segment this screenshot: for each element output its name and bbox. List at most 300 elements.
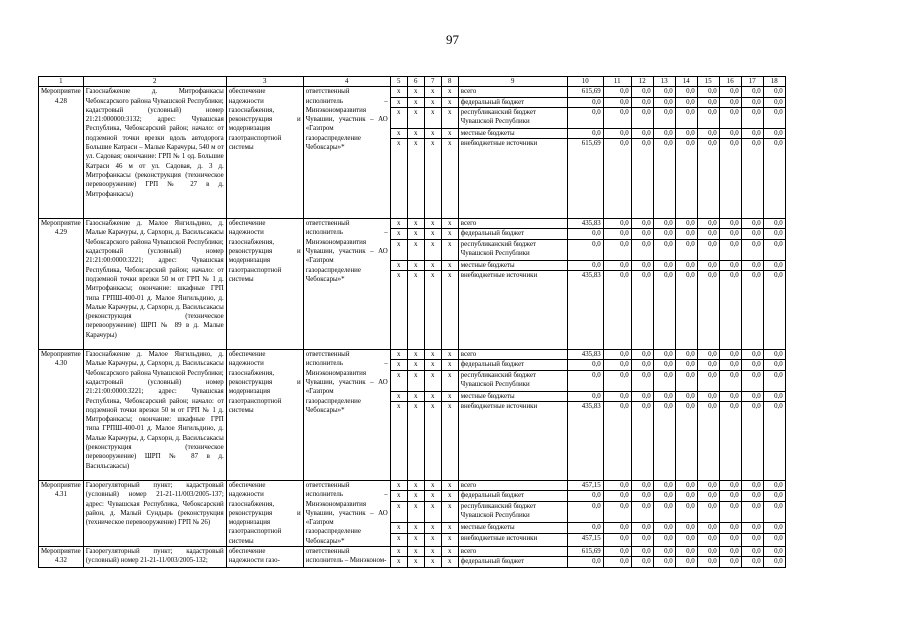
funding-value: 435,83 [567, 401, 603, 480]
funding-value: 0,0 [719, 547, 741, 557]
funding-value: 0,0 [653, 350, 675, 360]
funding-value: 0,0 [631, 107, 653, 128]
funding-value: 0,0 [675, 260, 697, 270]
funding-value: 0,0 [675, 391, 697, 401]
funding-value: 0,0 [763, 219, 785, 229]
code-mark: x [390, 128, 407, 138]
code-mark: x [441, 523, 458, 533]
funding-value: 0,0 [603, 271, 631, 350]
code-mark: x [390, 107, 407, 128]
code-mark: x [407, 350, 424, 360]
column-number-13: 13 [653, 77, 675, 87]
funding-value: 0,0 [653, 107, 675, 128]
funding-value: 0,0 [653, 87, 675, 97]
funding-source: внебюджетные источники [458, 401, 567, 480]
funding-value: 0,0 [631, 480, 653, 490]
code-mark: x [424, 139, 441, 219]
code-mark: x [407, 107, 424, 128]
funding-value: 0,0 [675, 533, 697, 546]
measure-goal: обеспечение надежности газоснабжения, реконструкция и модернизация газотранспортной системы [226, 219, 303, 350]
column-number-3: 3 [226, 77, 303, 87]
code-mark: x [390, 239, 407, 260]
funding-value: 0,0 [675, 480, 697, 490]
column-number-12: 12 [631, 77, 653, 87]
funding-source: местные бюджеты [458, 260, 567, 270]
funding-value: 0,0 [719, 360, 741, 370]
funding-value: 0,0 [653, 128, 675, 138]
code-mark: x [407, 128, 424, 138]
funding-value: 0,0 [741, 401, 763, 480]
measure-id: Мероприятие 4.29 [39, 219, 84, 350]
funding-source: всего [458, 219, 567, 229]
funding-value: 0,0 [763, 260, 785, 270]
funding-value: 457,15 [567, 533, 603, 546]
code-mark: x [441, 547, 458, 557]
funding-value: 615,69 [567, 547, 603, 557]
funding-value: 0,0 [675, 523, 697, 533]
funding-value: 0,0 [675, 360, 697, 370]
code-mark: x [441, 239, 458, 260]
funding-value: 0,0 [697, 523, 719, 533]
funding-value: 0,0 [763, 229, 785, 239]
funding-value: 0,0 [697, 128, 719, 138]
funding-value: 0,0 [567, 523, 603, 533]
funding-value: 0,0 [675, 557, 697, 567]
code-mark: x [424, 239, 441, 260]
funding-value: 0,0 [653, 360, 675, 370]
funding-value: 0,0 [741, 107, 763, 128]
funding-value: 0,0 [631, 128, 653, 138]
funding-value: 0,0 [741, 370, 763, 391]
table-row [39, 219, 786, 229]
code-mark: x [441, 139, 458, 219]
funding-value: 0,0 [675, 97, 697, 107]
code-mark: x [441, 391, 458, 401]
funding-value: 0,0 [653, 239, 675, 260]
measure-goal: обеспечение надежности газоснабжения, реконструкция и модернизация газотранспортной системы [226, 480, 303, 546]
funding-value: 0,0 [631, 501, 653, 522]
funding-value: 0,0 [653, 557, 675, 567]
funding-value: 0,0 [567, 128, 603, 138]
funding-value: 0,0 [741, 87, 763, 97]
funding-value: 0,0 [763, 370, 785, 391]
funding-value: 0,0 [675, 491, 697, 501]
funding-value: 0,0 [763, 391, 785, 401]
column-number-1: 1 [39, 77, 84, 87]
measure-goal: обеспечение надежности газоснабжения, реконструкция и модернизация газотранспортной системы [226, 350, 303, 481]
funding-value: 0,0 [631, 97, 653, 107]
funding-value: 0,0 [603, 97, 631, 107]
funding-value: 0,0 [631, 360, 653, 370]
funding-value: 0,0 [741, 480, 763, 490]
funding-value: 0,0 [675, 239, 697, 260]
funding-value: 0,0 [631, 533, 653, 546]
funding-value: 0,0 [675, 370, 697, 391]
code-mark: x [441, 480, 458, 490]
table-row [39, 480, 786, 490]
code-mark: x [441, 533, 458, 546]
funding-value: 457,15 [567, 480, 603, 490]
funding-value: 0,0 [653, 491, 675, 501]
code-mark: x [441, 370, 458, 391]
funding-value: 0,0 [697, 87, 719, 97]
funding-source: внебюджетные источники [458, 533, 567, 546]
measure-name: Газоснабжение д. Малое Янгильдино, д. Малые Карачуры, д. Сархорн, д. Васильсакасы Чебоксарского района Чувашской Республики; кадастровый (условный) номер 21:21:00:0000:3221; адрес: Чувашская Республика, Чебоксарский район; начало: от подземной точки врезки 50 м от ГРП № 1 д. Митрофанкасы; окончание: шкафные ГРП типа ГРПШ-400-01 д. Малое Янгильдино, д. Малые Карачуры, д. Сархорн, д. Васильсакасы (реконструкция (техническое перевооружение) ШРП № 89 в д. Малые Карачуры) [83, 219, 226, 350]
funding-value: 0,0 [763, 523, 785, 533]
funding-value: 0,0 [697, 491, 719, 501]
funding-value: 0,0 [653, 260, 675, 270]
funding-value: 0,0 [763, 401, 785, 480]
code-mark: x [390, 557, 407, 567]
column-number-6: 6 [407, 77, 424, 87]
column-number-10: 10 [567, 77, 603, 87]
funding-value: 0,0 [763, 128, 785, 138]
funding-source: местные бюджеты [458, 128, 567, 138]
code-mark: x [407, 139, 424, 219]
funding-value: 0,0 [763, 139, 785, 219]
code-mark: x [390, 350, 407, 360]
funding-value: 0,0 [567, 229, 603, 239]
funding-value: 0,0 [697, 370, 719, 391]
code-mark: x [407, 557, 424, 567]
funding-value: 0,0 [763, 501, 785, 522]
funding-value: 0,0 [719, 139, 741, 219]
code-mark: x [407, 547, 424, 557]
measure-executor: ответственный исполнитель – Минэкономразвития Чувашии, участник – АО «Газпром газораспределение Чебоксары»* [303, 350, 390, 481]
measure-id: Мероприятие 4.32 [39, 547, 84, 568]
code-mark: x [424, 480, 441, 490]
code-mark: x [407, 97, 424, 107]
funding-source: внебюджетные источники [458, 271, 567, 350]
funding-value: 0,0 [653, 547, 675, 557]
funding-source: внебюджетные источники [458, 139, 567, 219]
funding-value: 0,0 [697, 501, 719, 522]
funding-value: 0,0 [719, 87, 741, 97]
funding-value: 0,0 [697, 219, 719, 229]
funding-value: 0,0 [653, 370, 675, 391]
code-mark: x [441, 229, 458, 239]
funding-value: 0,0 [675, 139, 697, 219]
code-mark: x [441, 260, 458, 270]
column-number-14: 14 [675, 77, 697, 87]
funding-value: 0,0 [631, 219, 653, 229]
code-mark: x [407, 239, 424, 260]
funding-value: 0,0 [741, 219, 763, 229]
funding-value: 0,0 [763, 480, 785, 490]
page-number: 97 [446, 32, 459, 47]
funding-value: 0,0 [763, 360, 785, 370]
code-mark: x [441, 401, 458, 480]
funding-value: 0,0 [763, 547, 785, 557]
code-mark: x [390, 139, 407, 219]
funding-value: 0,0 [719, 239, 741, 260]
measure-goal: обеспечение надежности газо- [226, 547, 303, 568]
code-mark: x [407, 360, 424, 370]
funding-value: 0,0 [603, 350, 631, 360]
funding-value: 0,0 [653, 229, 675, 239]
code-mark: x [390, 229, 407, 239]
code-mark: x [441, 87, 458, 97]
measure-executor: ответственный исполнитель – Минэкономразвития Чувашии, участник – АО «Газпром газораспределение Чебоксары»* [303, 480, 390, 546]
measure-name: Газорегуляторный пункт; кадастровый (условный) номер 21-21-11/003/2005-137; адрес: Чувашская Республика, Чебоксарский район, д. Малый Сундырь (реконструкция (техническое перевооружение) ГРП № 26) [83, 480, 226, 546]
funding-value: 0,0 [567, 97, 603, 107]
funding-value: 0,0 [697, 139, 719, 219]
funding-source: федеральный бюджет [458, 491, 567, 501]
column-number-9: 9 [458, 77, 567, 87]
funding-value: 0,0 [697, 480, 719, 490]
funding-value: 0,0 [653, 139, 675, 219]
funding-value: 615,69 [567, 139, 603, 219]
funding-value: 0,0 [675, 107, 697, 128]
measure-id: Мероприятие 4.30 [39, 350, 84, 481]
funding-value: 0,0 [631, 229, 653, 239]
code-mark: x [390, 391, 407, 401]
code-mark: x [407, 533, 424, 546]
code-mark: x [424, 219, 441, 229]
code-mark: x [390, 260, 407, 270]
code-mark: x [424, 557, 441, 567]
funding-value: 0,0 [741, 391, 763, 401]
funding-value: 0,0 [631, 260, 653, 270]
funding-value: 0,0 [603, 239, 631, 260]
funding-value: 0,0 [697, 260, 719, 270]
funding-value: 0,0 [741, 271, 763, 350]
funding-value: 0,0 [603, 533, 631, 546]
funding-value: 0,0 [719, 107, 741, 128]
code-mark: x [441, 219, 458, 229]
funding-value: 0,0 [603, 480, 631, 490]
funding-value: 0,0 [719, 219, 741, 229]
funding-value: 0,0 [603, 401, 631, 480]
code-mark: x [407, 523, 424, 533]
funding-value: 0,0 [603, 128, 631, 138]
funding-value: 0,0 [741, 491, 763, 501]
code-mark: x [424, 260, 441, 270]
measure-executor: ответственный исполнитель – Минэкономразвития Чувашии, участник – АО «Газпром газораспределение Чебоксары»* [303, 219, 390, 350]
code-mark: x [390, 547, 407, 557]
funding-source: федеральный бюджет [458, 360, 567, 370]
funding-value: 0,0 [653, 533, 675, 546]
code-mark: x [424, 533, 441, 546]
funding-value: 0,0 [603, 229, 631, 239]
funding-value: 0,0 [719, 260, 741, 270]
funding-value: 0,0 [741, 557, 763, 567]
funding-value: 0,0 [567, 491, 603, 501]
funding-value: 0,0 [719, 401, 741, 480]
funding-value: 0,0 [603, 370, 631, 391]
funding-value: 0,0 [697, 547, 719, 557]
column-number-row [39, 77, 786, 87]
funding-value: 0,0 [741, 360, 763, 370]
funding-value: 0,0 [763, 87, 785, 97]
funding-value: 0,0 [603, 547, 631, 557]
funding-value: 0,0 [675, 229, 697, 239]
funding-source: федеральный бюджет [458, 97, 567, 107]
funding-source: всего [458, 547, 567, 557]
code-mark: x [424, 229, 441, 239]
code-mark: x [407, 370, 424, 391]
column-number-16: 16 [719, 77, 741, 87]
funding-source: местные бюджеты [458, 391, 567, 401]
funding-value: 0,0 [675, 501, 697, 522]
code-mark: x [390, 360, 407, 370]
funding-value: 0,0 [719, 128, 741, 138]
funding-value: 0,0 [763, 239, 785, 260]
code-mark: x [424, 401, 441, 480]
code-mark: x [407, 391, 424, 401]
column-number-8: 8 [441, 77, 458, 87]
funding-value: 0,0 [603, 557, 631, 567]
funding-value: 0,0 [741, 501, 763, 522]
code-mark: x [424, 271, 441, 350]
code-mark: x [441, 491, 458, 501]
code-mark: x [390, 401, 407, 480]
funding-value: 0,0 [603, 491, 631, 501]
code-mark: x [424, 107, 441, 128]
funding-value: 0,0 [675, 350, 697, 360]
code-mark: x [424, 97, 441, 107]
code-mark: x [424, 547, 441, 557]
funding-value: 0,0 [603, 501, 631, 522]
funding-value: 0,0 [697, 97, 719, 107]
code-mark: x [407, 501, 424, 522]
funding-value: 0,0 [631, 401, 653, 480]
funding-value: 0,0 [697, 350, 719, 360]
column-number-11: 11 [603, 77, 631, 87]
funding-value: 0,0 [741, 523, 763, 533]
funding-value: 0,0 [763, 557, 785, 567]
funding-value: 0,0 [719, 97, 741, 107]
code-mark: x [407, 219, 424, 229]
funding-value: 0,0 [697, 360, 719, 370]
funding-source: всего [458, 350, 567, 360]
code-mark: x [390, 370, 407, 391]
code-mark: x [424, 360, 441, 370]
funding-value: 0,0 [631, 557, 653, 567]
funding-source: федеральный бюджет [458, 229, 567, 239]
funding-value: 0,0 [741, 239, 763, 260]
funding-value: 435,83 [567, 219, 603, 229]
code-mark: x [407, 260, 424, 270]
measure-name: Газоснабжение д. Митрофанкасы Чебоксарского района Чувашской Республики; кадастровый (условный) номер 21:21:000000:3132; адрес: Чувашская Республика, Чебоксарский район; начало: от подземной точки врезки вдоль автодорога Большие Катраси – Малые Карачуры, 540 м от ул. Садовая; окончание: ГРП № 1 од. Большие Катраси 46 м от ул. Садовая, д. 3 д. Митрофанкасы (реконструкция (техническое перевооружение) ГРП № 27 в д. Митрофанкасы) [83, 87, 226, 219]
measure-executor: ответственный исполнитель – Минэкономразвития Чувашии, участник – АО «Газпром газораспределение Чебоксары»* [303, 87, 390, 219]
funding-value: 0,0 [763, 271, 785, 350]
code-mark: x [407, 401, 424, 480]
measure-id: Мероприятие 4.28 [39, 87, 84, 219]
funding-source: федеральный бюджет [458, 557, 567, 567]
funding-source: республиканский бюджет Чувашской Республики [458, 501, 567, 522]
funding-value: 0,0 [697, 557, 719, 567]
code-mark: x [407, 229, 424, 239]
funding-value: 0,0 [697, 239, 719, 260]
measure-name: Газорегуляторный пункт; кадастровый (условный) номер 21-21-11/003/2005-132; [83, 547, 226, 568]
funding-value: 0,0 [631, 271, 653, 350]
code-mark: x [390, 501, 407, 522]
funding-value: 0,0 [631, 370, 653, 391]
funding-value: 0,0 [567, 391, 603, 401]
funding-value: 0,0 [675, 87, 697, 97]
funding-value: 0,0 [719, 271, 741, 350]
funding-value: 0,0 [653, 271, 675, 350]
column-number-18: 18 [763, 77, 785, 87]
funding-value: 0,0 [631, 87, 653, 97]
funding-value: 0,0 [603, 360, 631, 370]
code-mark: x [407, 480, 424, 490]
funding-value: 0,0 [719, 229, 741, 239]
funding-value: 0,0 [697, 229, 719, 239]
funding-value: 0,0 [603, 139, 631, 219]
funding-value: 435,83 [567, 271, 603, 350]
measure-executor: ответственный исполнитель – Минэконом- [303, 547, 390, 568]
funding-value: 0,0 [653, 97, 675, 107]
funding-value: 0,0 [719, 557, 741, 567]
funding-value: 0,0 [631, 350, 653, 360]
table-row [39, 87, 786, 97]
funding-value: 0,0 [741, 229, 763, 239]
code-mark: x [390, 271, 407, 350]
funding-value: 0,0 [653, 523, 675, 533]
funding-value: 0,0 [741, 533, 763, 546]
funding-source: республиканский бюджет Чувашской Республики [458, 370, 567, 391]
code-mark: x [407, 87, 424, 97]
funding-value: 0,0 [603, 87, 631, 97]
funding-source: республиканский бюджет Чувашской Республики [458, 107, 567, 128]
code-mark: x [424, 128, 441, 138]
funding-source: местные бюджеты [458, 523, 567, 533]
funding-value: 435,83 [567, 350, 603, 360]
code-mark: x [441, 271, 458, 350]
funding-source: республиканский бюджет Чувашской Республики [458, 239, 567, 260]
code-mark: x [441, 501, 458, 522]
funding-value: 0,0 [763, 107, 785, 128]
code-mark: x [407, 271, 424, 350]
code-mark: x [441, 97, 458, 107]
column-number-17: 17 [741, 77, 763, 87]
measure-id: Мероприятие 4.31 [39, 480, 84, 546]
funding-value: 0,0 [675, 219, 697, 229]
funding-source: всего [458, 480, 567, 490]
funding-value: 0,0 [719, 501, 741, 522]
funding-value: 0,0 [741, 547, 763, 557]
funding-value: 0,0 [763, 350, 785, 360]
code-mark: x [441, 107, 458, 128]
funding-value: 0,0 [631, 139, 653, 219]
funding-value: 0,0 [653, 401, 675, 480]
code-mark: x [441, 557, 458, 567]
funding-value: 0,0 [719, 370, 741, 391]
code-mark: x [424, 501, 441, 522]
funding-value: 0,0 [653, 219, 675, 229]
funding-source: всего [458, 87, 567, 97]
funding-value: 0,0 [675, 271, 697, 350]
funding-value: 0,0 [675, 547, 697, 557]
code-mark: x [441, 128, 458, 138]
funding-value: 0,0 [603, 523, 631, 533]
funding-value: 0,0 [719, 350, 741, 360]
funding-value: 0,0 [567, 557, 603, 567]
code-mark: x [407, 491, 424, 501]
funding-value: 0,0 [675, 401, 697, 480]
program-measures-table [38, 76, 786, 568]
funding-value: 0,0 [741, 139, 763, 219]
code-mark: x [441, 360, 458, 370]
column-number-4: 4 [303, 77, 390, 87]
funding-value: 0,0 [567, 239, 603, 260]
funding-value: 0,0 [719, 523, 741, 533]
funding-value: 0,0 [603, 219, 631, 229]
funding-value: 0,0 [719, 480, 741, 490]
funding-value: 0,0 [697, 401, 719, 480]
